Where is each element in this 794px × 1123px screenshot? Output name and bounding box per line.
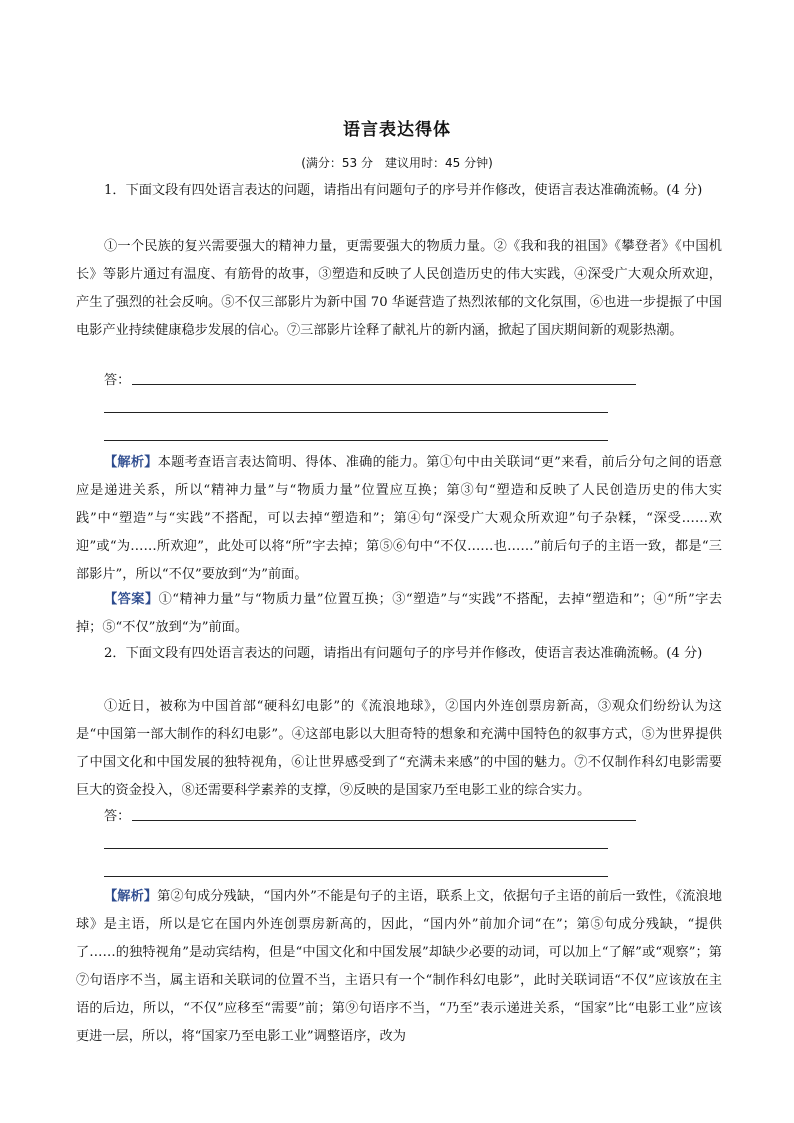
page-title: 语言表达得体 [343,120,451,140]
question-1-passage: ①一个民族的复兴需要强大的精神力量，更需要强大的物质力量。②《我和我的祖国》《攀登者》《中国机长》等影片通过有温度、有筋骨的故事，③塑造和反映了人民创造历史的伟大实践，④深受广大观众所欢迎，产生了强烈的社会反响。⑤不仅三部影片为新中国 70 华诞营造了热烈浓郁的文化氛围，⑥也进一步提振了中国电影产业持续健康稳步发展的信心。⑦三部影片诠释了献礼片的新内涵，掀起了国庆期间新的观影热潮。 [76,239,722,338]
question-2-answer-label: 答： [104,809,131,824]
question-1-analysis [76,449,722,589]
question-1-prompt: 1．下面文段有四处语言表达的问题，请指出有问题句子的序号并作修改，使语言表达准确流畅。(4 分) [104,183,703,198]
question-2-passage: ①近日，被称为中国首部“硬科幻电影”的《流浪地球》，②国内外连创票房新高，③观众们纷纷认为这是“中国第一部大制作的科幻电影”。④这部电影以大胆奇特的想象和充满中国特色的叙事方式，⑤为世界提供了中国文化和中国发展的独特视角，⑥让世界感受到了“充满未来感”的中国的魅力。⑦不仅制作科幻电影需要巨大的资金投入，⑧还需要科学素养的支撑，⑨反映的是国家乃至电影工业的综合实力。 [76,699,722,798]
answer-key-text: ①“精神力量”与“物质力量”位置互换；③“塑造”与“实践”不搭配，去掉“塑造和”；④“所”字去掉；⑤“不仅”放到“为”前面。 [76,592,722,635]
answer-line[interactable] [132,820,636,821]
question-2-prompt: 2．下面文段有四处语言表达的问题，请指出有问题句子的序号并作修改，使语言表达准确流畅。(4 分) [104,646,703,661]
analysis-text: 本题考查语言表达简明、得体、准确的能力。第①句中由关联词“更”来看，前后分句之间的语意应是递进关系，所以“精神力量”与“物质力量”位置应互换；第③句“塑造和反映了人民创造历史的伟大实践”中“塑造”与“实践”不搭配，可以去掉“塑造和”；第④句“深受广大观众所欢迎”句子杂糅，“深受……欢迎”或“为……所欢迎”，此处可以将“所”字去掉；第⑤⑥句中“不仅……也……”前后句子的主语一致，都是“三部影片”，所以“不仅”要放到“为”前面。 [76,455,723,582]
question-1-key [76,586,722,642]
analysis-text: 第②句成分残缺，“国内外”不能是句子的主语，联系上文，依据句子主语的前后一致性，《流浪地球》是主语，所以是它在国内外连创票房新高的，因此，“国内外”前加介词“在”；第⑤句成分残缺，“提供了……的独特视角”是动宾结构，但是“中国文化和中国发展”却缺少必要的动词，可以加上“了解”或“观察”；第⑦句语序不当，属主语和关联词的位置不当，主语只有一个“制作科幻电影”，此时关联词语“不仅”应该放在主语的后边，所以，“不仅”应移至“需要”前；第⑨句语序不当，“乃至”表示递进关系，“国家”比“电影工业”应该更进一层，所以，将“国家乃至电影工业”调整语序，改为 [76,889,722,1044]
answer-line[interactable] [104,876,608,877]
answer-line[interactable] [104,440,608,441]
analysis-label: 【解析】 [104,455,158,470]
answer-line[interactable] [132,384,636,385]
answer-key-label: 【答案】 [104,592,159,607]
question-2-analysis [76,883,722,1051]
answer-line[interactable] [104,412,608,413]
question-1-answer-label: 答： [104,373,131,388]
page-subtitle: (满分：53 分 建议用时：45 分钟) [301,156,493,170]
answer-line[interactable] [104,848,608,849]
analysis-label: 【解析】 [104,889,158,904]
